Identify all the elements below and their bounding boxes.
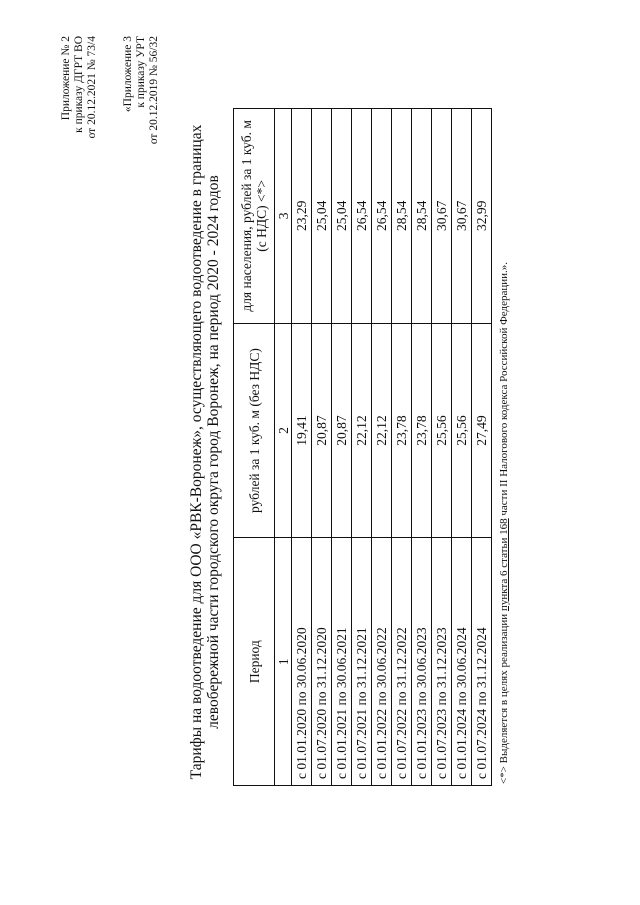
cell-price-without-vat: 25,56 (452, 323, 472, 538)
appendix-order-date: от 20.12.2019 № 56/32 (148, 36, 160, 145)
appendix-number: Приложение № 2 (60, 36, 72, 121)
cell-price-without-vat: 25,56 (432, 323, 452, 538)
column-number: 2 (275, 323, 292, 538)
tariff-table (233, 108, 492, 786)
cell-price-with-vat: 26,54 (372, 109, 392, 324)
cell-period: с 01.01.2020 по 30.06.2020 (292, 538, 312, 786)
appendix-order-ref: к приказу УРТ (135, 36, 147, 108)
header-period: Период (234, 538, 275, 786)
title-line: левобережной части городского округа город Воронеж, на период 2020 - 2024 годов (205, 175, 222, 729)
table-row (472, 109, 492, 786)
table-header-row (234, 109, 275, 786)
cell-price-with-vat: 30,67 (452, 109, 472, 324)
cell-price-with-vat: 28,54 (392, 109, 412, 324)
appendix-number: «Приложение 3 (122, 36, 134, 113)
table-column-numbers-row (275, 109, 292, 786)
header-price-with-vat: для населения, рублей за 1 куб. м (с НДС) <*> (234, 109, 275, 324)
cell-price-without-vat: 19,41 (292, 323, 312, 538)
table-row (312, 109, 332, 786)
cell-period: с 01.07.2024 по 31.12.2024 (472, 538, 492, 786)
cell-price-without-vat: 20,87 (332, 323, 352, 538)
cell-period: с 01.01.2022 по 30.06.2022 (372, 538, 392, 786)
table-row (352, 109, 372, 786)
table-row (452, 109, 472, 786)
table-row (412, 109, 432, 786)
column-number: 1 (275, 538, 292, 786)
cell-price-with-vat: 28,54 (412, 109, 432, 324)
cell-price-with-vat: 23,29 (292, 109, 312, 324)
cell-period: с 01.01.2023 по 30.06.2023 (412, 538, 432, 786)
cell-period: с 01.01.2024 по 30.06.2024 (452, 538, 472, 786)
table-row (292, 109, 312, 786)
footnote-law-link[interactable]: пункта 6 статьи 168 (498, 518, 510, 612)
table-row (432, 109, 452, 786)
footnote (498, 262, 510, 784)
cell-period: с 01.07.2021 по 31.12.2021 (352, 538, 372, 786)
cell-price-with-vat: 32,99 (472, 109, 492, 324)
appendix-order-date: от 20.12.2021 № 73/4 (86, 36, 98, 139)
cell-price-without-vat: 22,12 (372, 323, 392, 538)
table-row (332, 109, 352, 786)
footnote-text-end: части II Налогового кодекса Российской Федерации.». (498, 261, 510, 519)
cell-price-without-vat: 20,87 (312, 323, 332, 538)
cell-price-without-vat: 23,78 (412, 323, 432, 538)
cell-price-without-vat: 22,12 (352, 323, 372, 538)
appendix-order-ref: к приказу ДГРТ ВО (73, 36, 85, 133)
appendix-header-current (60, 36, 99, 266)
cell-price-with-vat: 25,04 (312, 109, 332, 324)
appendix-header-previous (122, 36, 161, 266)
cell-period: с 01.07.2020 по 31.12.2020 (312, 538, 332, 786)
document-title (188, 52, 222, 852)
cell-price-with-vat: 30,67 (432, 109, 452, 324)
title-line: Тарифы на водоотведение для ООО «РВК-Воронеж», осуществляющего водоотведение в границах (188, 124, 205, 780)
cell-price-with-vat: 25,04 (332, 109, 352, 324)
document-page (10, 12, 630, 892)
table-row (392, 109, 412, 786)
cell-price-without-vat: 23,78 (392, 323, 412, 538)
cell-price-without-vat: 27,49 (472, 323, 492, 538)
cell-period: с 01.07.2023 по 31.12.2023 (432, 538, 452, 786)
header-price-without-vat: рублей за 1 куб. м (без НДС) (234, 323, 275, 538)
column-number: 3 (275, 109, 292, 324)
cell-period: с 01.01.2021 по 30.06.2021 (332, 538, 352, 786)
cell-price-with-vat: 26,54 (352, 109, 372, 324)
table-row (372, 109, 392, 786)
cell-period: с 01.07.2022 по 31.12.2022 (392, 538, 412, 786)
footnote-text: <*> Выделяется в целях реализации (498, 611, 510, 784)
